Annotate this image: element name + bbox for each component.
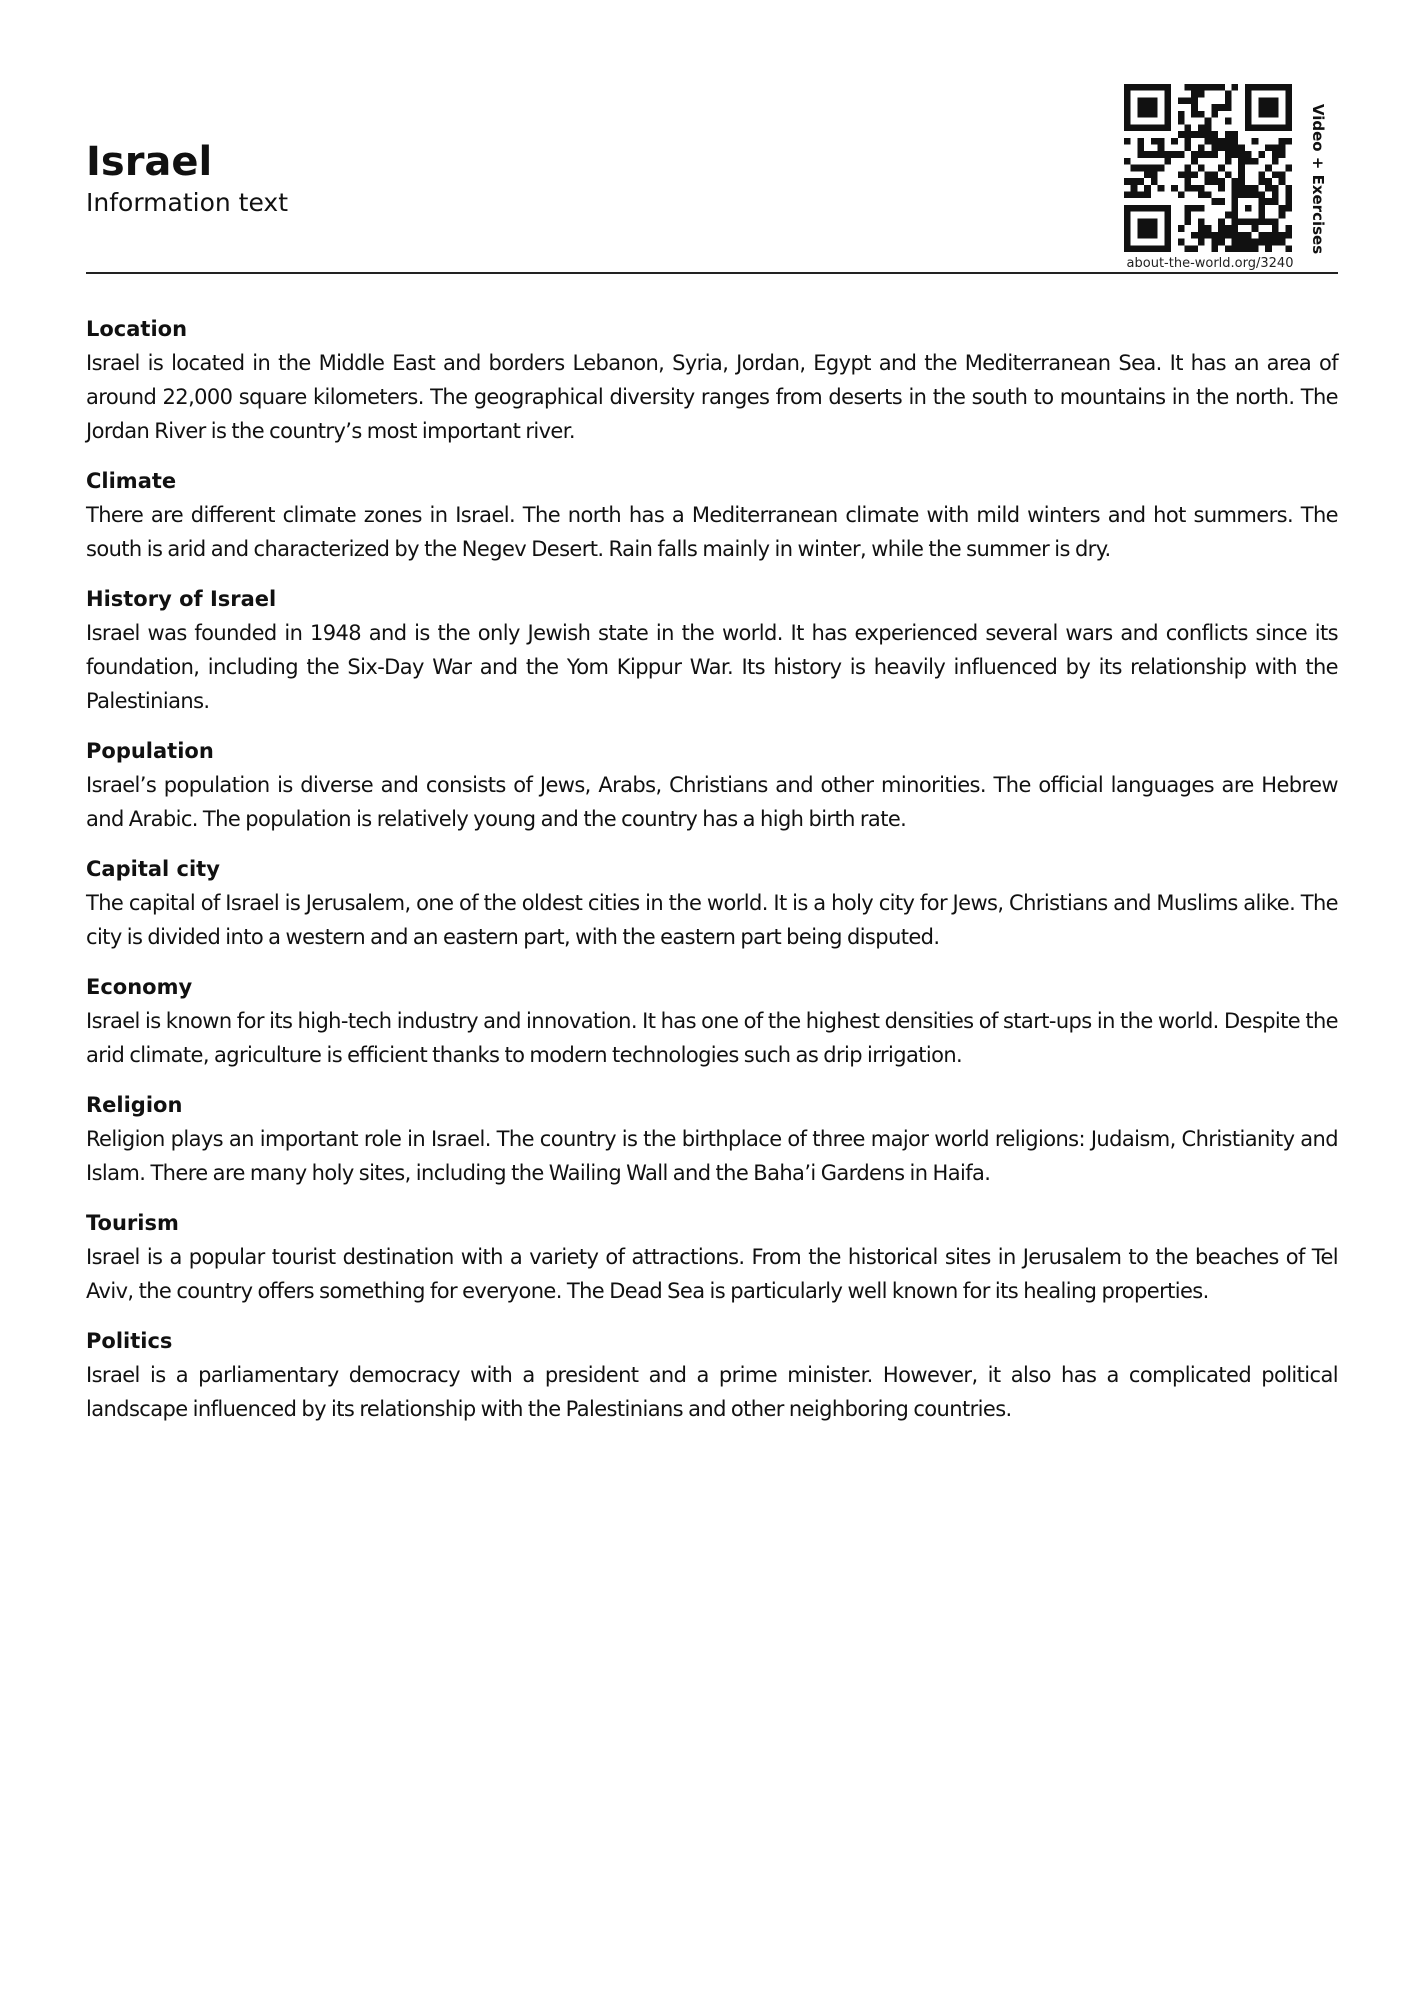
section-title: Politics	[86, 1329, 173, 1353]
section-title: Population	[86, 739, 214, 763]
qr-code-icon[interactable]	[1124, 84, 1292, 252]
page-header	[86, 138, 288, 220]
video-exercises-label	[1303, 103, 1333, 255]
section-title: Economy	[86, 975, 193, 999]
section-text: Israel’s population is diverse and consists of Jews, Arabs, Christians and other minorities. The official languages are Hebrew and Arabic. The population is relatively young and the country has a high birth rate.	[86, 773, 1338, 831]
section-history	[86, 582, 1338, 718]
section-title: Climate	[86, 469, 177, 493]
section-text: The capital of Israel is Jerusalem, one of the oldest cities in the world. It is a holy city for Jews, Christians and Muslims alike. The city is divided into a western and an eastern part, with the eastern part being disputed.	[86, 891, 1338, 949]
section-text: Israel is located in the Middle East and borders Lebanon, Syria, Jordan, Egypt and the Mediterranean Sea. It has an area of around 22,000 square kilometers. The geographical diversity ranges from deserts in the south to mountains in the north. The Jordan River is the country’s most important river.	[86, 351, 1338, 443]
section-text: Israel was founded in 1948 and is the only Jewish state in the world. It has experienced several wars and conflicts since its foundation, including the Six-Day War and the Yom Kippur War. Its history is heavily influenced by its relationship with the Palestinians.	[86, 621, 1338, 713]
section-religion	[86, 1088, 1338, 1190]
section-text: Israel is a popular tourist destination with a variety of attractions. From the historical sites in Jerusalem to the beaches of Tel Aviv, the country offers something for everyone. The Dead Sea is particularly well known for its healing properties.	[86, 1245, 1338, 1303]
section-climate	[86, 464, 1338, 566]
section-title: Religion	[86, 1093, 183, 1117]
section-title: History of Israel	[86, 587, 277, 611]
section-text: There are different climate zones in Israel. The north has a Mediterranean climate with mild winters and hot summers. The south is arid and characterized by the Negev Desert. Rain falls mainly in winter, while the summer is dry.	[86, 503, 1338, 561]
section-text: Israel is a parliamentary democracy with a president and a prime minister. However, it also has a complicated political landscape influenced by its relationship with the Palestinians and other neighboring countries.	[86, 1363, 1338, 1421]
section-title: Capital city	[86, 857, 220, 881]
header-divider	[86, 272, 1338, 274]
section-capital-city	[86, 852, 1338, 954]
section-title: Location	[86, 317, 188, 341]
qr-code-block[interactable]	[1124, 84, 1294, 274]
qr-url-label: about-the-world.org/3240	[1126, 256, 1294, 271]
info-text-body	[86, 312, 1338, 1442]
section-politics	[86, 1324, 1338, 1426]
section-title: Tourism	[86, 1211, 179, 1235]
section-text: Israel is known for its high-tech industry and innovation. It has one of the highest densities of start-ups in the world. Despite the arid climate, agriculture is efficient thanks to modern technologies such as drip irrigation.	[86, 1009, 1338, 1067]
section-population	[86, 734, 1338, 836]
section-economy	[86, 970, 1338, 1072]
page-title: Israel	[86, 139, 213, 185]
section-location	[86, 312, 1338, 448]
section-tourism	[86, 1206, 1338, 1308]
video-exercises-text: Video + Exercises	[1309, 103, 1327, 255]
page-subtitle: Information text	[86, 188, 289, 217]
section-text: Religion plays an important role in Israel. The country is the birthplace of three major world religions: Judaism, Christianity and Islam. There are many holy sites, including the Wailing Wall and the Baha’i Gardens in Haifa.	[86, 1127, 1338, 1185]
